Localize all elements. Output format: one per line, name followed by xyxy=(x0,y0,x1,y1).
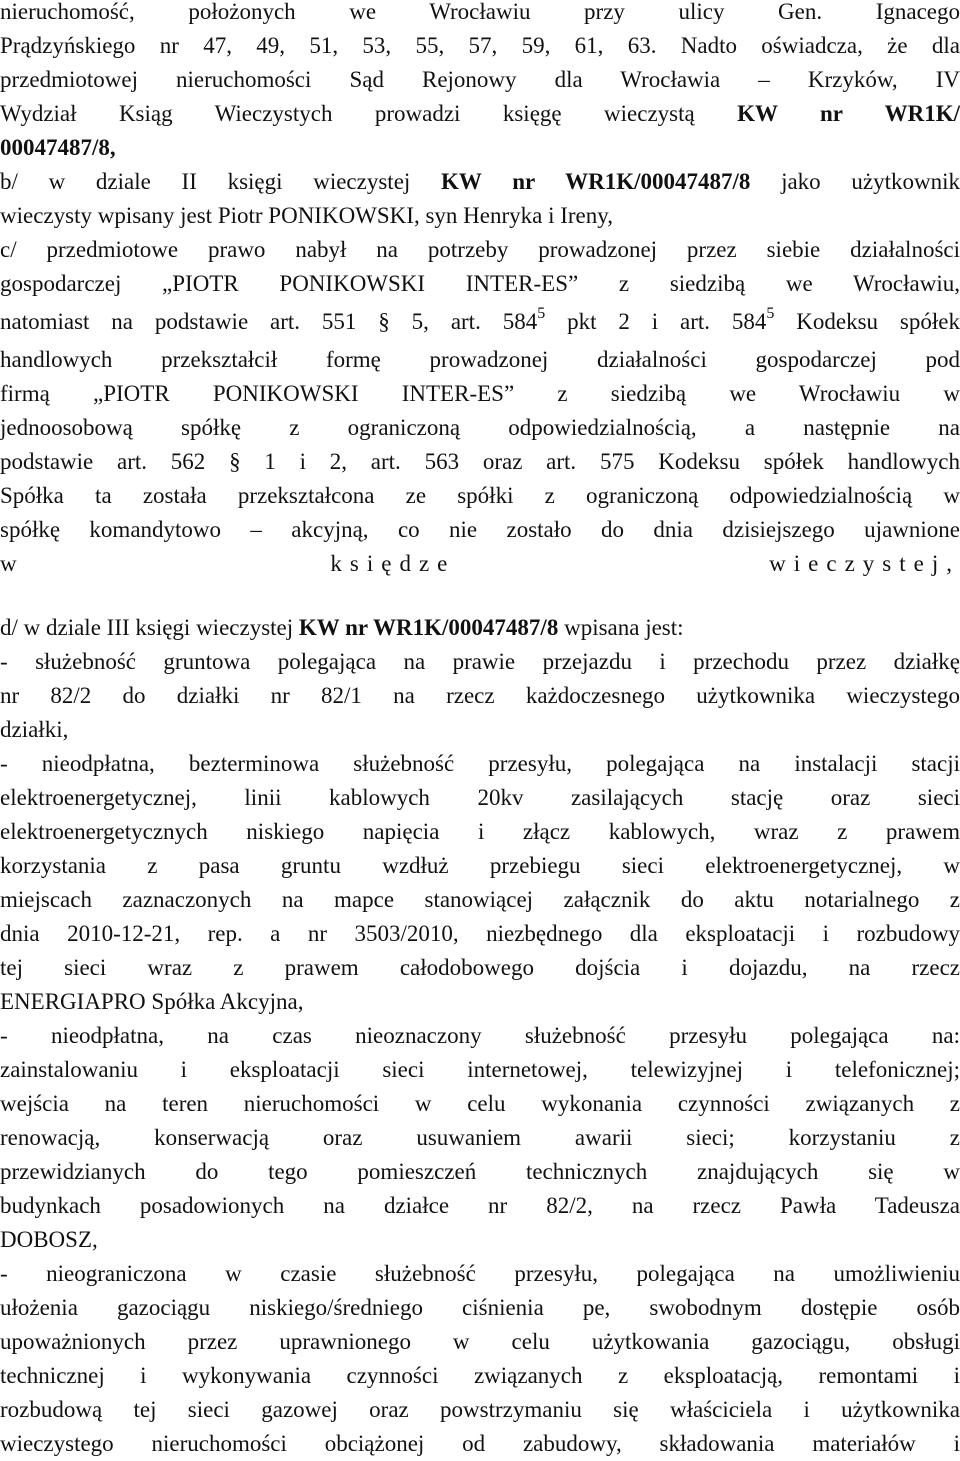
text-line: elektroenergetycznych niskiego napięcia i złącz kablowych, wraz z prawem xyxy=(0,819,960,844)
text-line: gospodarczej „PIOTR PONIKOWSKI INTER-ES” z siedzibą we Wrocławiu, xyxy=(0,271,960,296)
text-line: Prądzyńskiego nr 47, 49, 51, 53, 55, 57, 59, 61, 63. Nadto oświadcza, że dla xyxy=(0,33,960,58)
text-line: zainstalowaniu i eksploatacji sieci internetowej, telewizyjnej i telefonicznej; xyxy=(0,1057,960,1082)
land-register-number: 00047487/8, xyxy=(0,135,116,160)
text-span: Wydział Ksiąg Wieczystych prowadzi księgę wieczystą xyxy=(0,101,738,126)
text-line: przedmiotowej nieruchomości Sąd Rejonowy dla Wrocławia – Krzyków, IV xyxy=(0,67,960,92)
text-line: c/ przedmiotowe prawo nabył na potrzeby prowadzonej przez siebie działalności xyxy=(0,237,960,262)
text-line: wieczysty wpisany jest Piotr PONIKOWSKI, syn Henryka i Ireny, xyxy=(0,203,614,228)
text-line: miejscach zaznaczonych na mapce stanowiącej załącznik do aktu notarialnego z xyxy=(0,887,960,912)
text-line: podstawie art. 562 § 1 i 2, art. 563 oraz art. 575 Kodeksu spółek handlowych xyxy=(0,449,960,474)
text-line: nieruchomość, położonych we Wrocławiu przy ulicy Gen. Ignacego xyxy=(0,0,960,24)
text-line: - nieograniczona w czasie służebność przesyłu, polegająca na umożliwieniu xyxy=(0,1261,960,1286)
text-line xyxy=(0,165,960,199)
paragraph-property-rights xyxy=(0,0,960,581)
text-line xyxy=(0,301,960,343)
text-line: firmą „PIOTR PONIKOWSKI INTER-ES” z siedzibą we Wrocławiu w xyxy=(0,381,960,406)
text-line: - nieodpłatna, na czas nieoznaczony służebność przesyłu polegająca na: xyxy=(0,1023,960,1048)
text-span: w xyxy=(0,551,17,576)
text-line: wieczystego nieruchomości obciążonej od zabudowy, składowania materiałów i xyxy=(0,1431,960,1456)
text-line: handlowych przekształcił formę prowadzonej działalności gospodarczej pod xyxy=(0,347,960,372)
text-line: korzystania z pasa gruntu wzdłuż przebiegu sieci elektroenergetycznej, w xyxy=(0,853,960,878)
text-line xyxy=(0,611,960,645)
text-span: wieczystej, xyxy=(769,551,960,576)
paragraph-easements xyxy=(0,611,960,1461)
text-line: ułożenia gazociągu niskiego/średniego ciśnienia pe, swobodnym dostępie osób xyxy=(0,1295,960,1320)
text-line: tej sieci wraz z prawem całodobowego dojścia i dojazdu, na rzecz xyxy=(0,955,960,980)
text-line: technicznej i wykonywania czynności związanych z eksploatacją, remontami i xyxy=(0,1363,960,1388)
text-line: działki, xyxy=(0,717,69,742)
text-line: DOBOSZ, xyxy=(0,1227,98,1252)
text-line: elektroenergetycznej, linii kablowych 20kv zasilających stację oraz sieci xyxy=(0,785,960,810)
superscript: 5 xyxy=(537,305,546,323)
text-line: nr 82/2 do działki nr 82/1 na rzecz każdoczesnego użytkownika wieczystego xyxy=(0,683,960,708)
text-line: - nieodpłatna, bezterminowa służebność przesyłu, polegająca na instalacji stacji xyxy=(0,751,960,776)
paragraph-gap xyxy=(0,581,960,611)
text-line: upoważnionych przez uprawnionego w celu użytkowania gazociągu, obsługi xyxy=(0,1329,960,1354)
text-line: jednoosobową spółkę z ograniczoną odpowiedzialnością, a następnie na xyxy=(0,415,960,440)
land-register-number: KW nr WR1K/00047487/8 xyxy=(298,615,559,640)
text-line: dnia 2010-12-21, rep. a nr 3503/2010, niezbędnego dla eksploatacji i rozbudowy xyxy=(0,921,960,946)
text-line: przewidzianych do tego pomieszczeń technicznych znajdujących się w xyxy=(0,1159,960,1184)
text-line: ENERGIAPRO Spółka Akcyjna, xyxy=(0,989,304,1014)
text-line: wejścia na teren nieruchomości w celu wykonania czynności związanych z xyxy=(0,1091,960,1116)
text-span: b/ w dziale II księgi wieczystej xyxy=(0,169,442,194)
superscript: 5 xyxy=(766,305,775,323)
text-line: renowacją, konserwacją oraz usuwaniem awarii sieci; korzystaniu z xyxy=(0,1125,960,1150)
text-line: Spółka ta została przekształcona ze spółki z ograniczoną odpowiedzialnością w xyxy=(0,483,960,508)
text-span: d/ w dziale III księgi wieczystej xyxy=(0,615,299,640)
text-line: budynkach posadowionych na działce nr 82/2, na rzecz Pawła Tadeusza xyxy=(0,1193,960,1218)
text-span: wpisana jest: xyxy=(558,615,684,640)
text-line: - służebność gruntowa polegająca na prawie przejazdu i przechodu przez działkę xyxy=(0,649,960,674)
text-line-spaced xyxy=(0,547,960,581)
text-line: spółkę komandytowo – akcyjną, co nie zostało do dnia dzisiejszego ujawnione xyxy=(0,517,960,542)
text-span: natomiast na podstawie art. 551 § 5, art. 584 xyxy=(0,309,538,334)
land-register-number: KW nr WR1K/ xyxy=(737,101,960,126)
text-span: księdze xyxy=(330,551,456,576)
land-register-number: KW nr WR1K/00047487/8 xyxy=(441,169,751,194)
text-line xyxy=(0,97,960,131)
text-span: pkt 2 i art. 584 xyxy=(545,309,767,334)
text-span: jako użytkownik xyxy=(750,169,960,194)
text-line: rozbudową tej sieci gazowej oraz powstrzymaniu się właściciela i użytkownika xyxy=(0,1397,960,1422)
text-span: Kodeksu spółek xyxy=(774,309,960,334)
